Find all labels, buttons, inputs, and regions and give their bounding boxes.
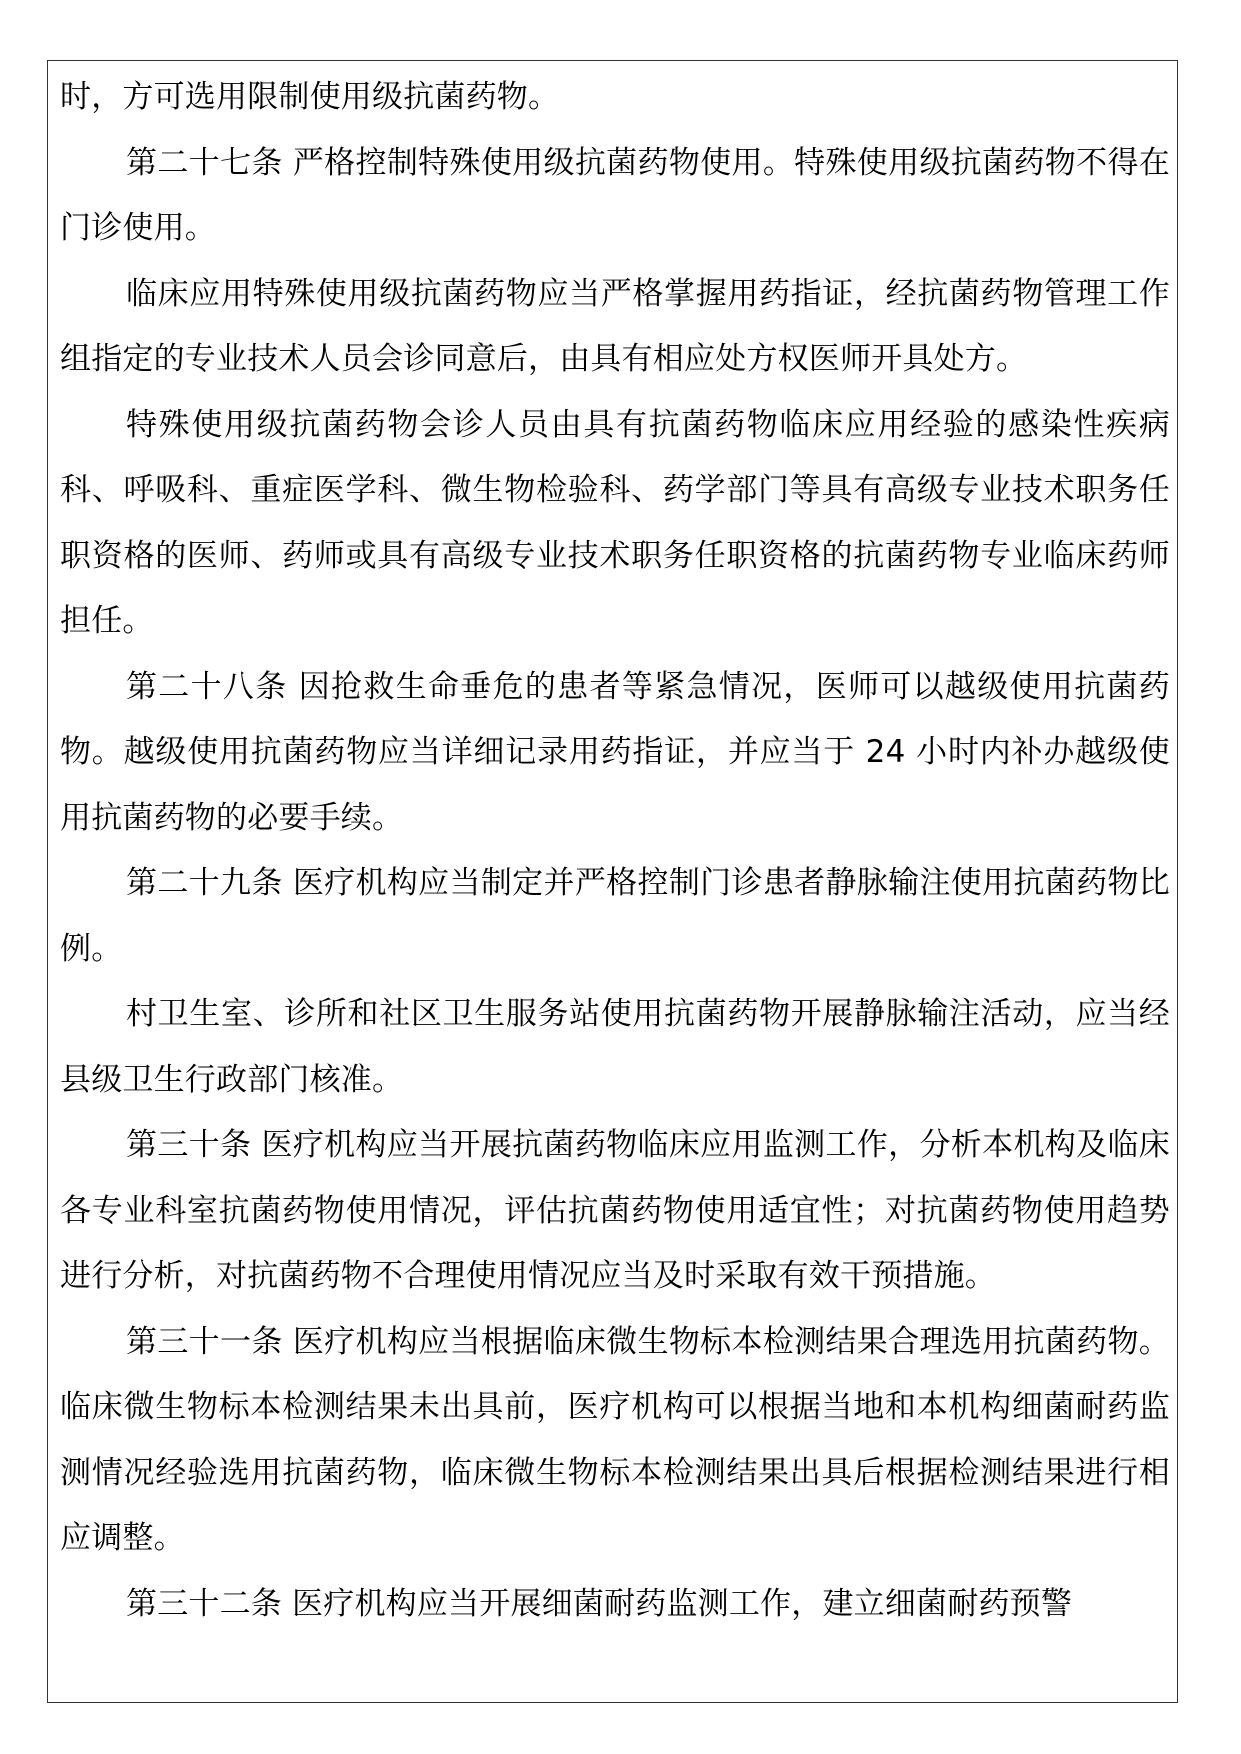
document-body	[60, 65, 1170, 1637]
paragraph: 特殊使用级抗菌药物会诊人员由具有抗菌药物临床应用经验的感染性疾病科、呼吸科、重症医学科、微生物检验科、药学部门等具有高级专业技术职务任职资格的医师、药师或具有高级专业技术职务任职资格的抗菌药物专业临床药师担任。	[60, 406, 1170, 639]
paragraph: 村卫生室、诊所和社区卫生服务站使用抗菌药物开展静脉输注活动，应当经县级卫生行政部门核准。	[60, 996, 1170, 1098]
paragraph: 临床应用特殊使用级抗菌药物应当严格掌握用药指证，经抗菌药物管理工作组指定的专业技术人员会诊同意后，由具有相应处方权医师开具处方。	[60, 275, 1170, 377]
paragraph-article-27: 第二十七条 严格控制特殊使用级抗菌药物使用。特殊使用级抗菌药物不得在门诊使用。	[60, 144, 1170, 246]
page-frame	[47, 60, 1178, 1703]
paragraph-article-30: 第三十条 医疗机构应当开展抗菌药物临床应用监测工作，分析本机构及临床各专业科室抗菌药物使用情况，评估抗菌药物使用适宜性；对抗菌药物使用趋势进行分析，对抗菌药物不合理使用情况应当及时采取有效干预措施。	[60, 1127, 1170, 1294]
paragraph-article-29: 第二十九条 医疗机构应当制定并严格控制门诊患者静脉输注使用抗菌药物比例。	[60, 865, 1170, 967]
paragraph: 时，方可选用限制使用级抗菌药物。	[60, 79, 560, 115]
paragraph-article-32: 第三十二条 医疗机构应当开展细菌耐药监测工作，建立细菌耐药预警	[126, 1585, 1073, 1622]
paragraph-article-31: 第三十一条 医疗机构应当根据临床微生物标本检测结果合理选用抗菌药物。临床微生物标本检测结果未出具前，医疗机构可以根据当地和本机构细菌耐药监测情况经验选用抗菌药物，临床微生物标本检测结果出具后根据检测结果进行相应调整。	[60, 1323, 1170, 1556]
paragraph-article-28: 第二十八条 因抢救生命垂危的患者等紧急情况，医师可以越级使用抗菌药物。越级使用抗菌药物应当详细记录用药指证，并应当于 24 小时内补办越级使用抗菌药物的必要手续。	[60, 668, 1170, 836]
